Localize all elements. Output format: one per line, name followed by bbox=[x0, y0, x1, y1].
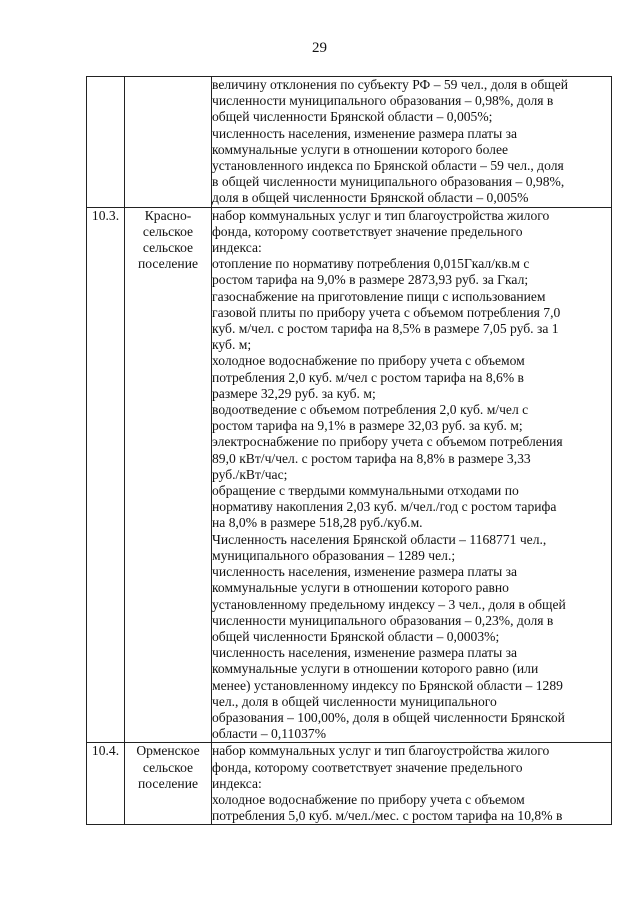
description-line: образования – 100,00%, доля в общей численности Брянской bbox=[212, 709, 565, 725]
settlement-name-line: поселение bbox=[137, 256, 199, 272]
description-line: на 8,0% в размере 518,28 руб./куб.м. bbox=[212, 515, 423, 531]
description-line: ростом тарифа на 9,1% в размере 32,03 руб. за куб. м; bbox=[212, 418, 523, 434]
description-line: в общей численности муниципального образования – 0,98%, bbox=[212, 174, 565, 190]
settlement-name-line: сельское bbox=[142, 759, 194, 775]
page-number: 29 bbox=[312, 40, 327, 56]
description-line: фонда, которому соответствует значение предельного bbox=[212, 223, 523, 239]
description-line: потребления 2,0 куб. м/чел с ростом тарифа на 8,6% в bbox=[212, 369, 524, 385]
table-row bbox=[87, 77, 612, 208]
description-line: руб./кВт/час; bbox=[212, 466, 288, 482]
description-line: 89,0 кВт/ч/чел. с ростом тарифа на 8,8% в размере 3,33 bbox=[212, 450, 531, 466]
row-number-cell bbox=[87, 77, 125, 208]
settlement-name-line: сельское bbox=[142, 240, 194, 256]
table-row bbox=[87, 207, 612, 743]
description-line: индекса: bbox=[212, 775, 262, 791]
description-line: муниципального образования – 1289 чел.; bbox=[212, 547, 456, 563]
description-line: установленного индекса по Брянской области – 59 чел., доля bbox=[212, 158, 564, 174]
description-line: общей численности Брянской области – 0,005%; bbox=[212, 109, 493, 125]
description-line: доля в общей численности Брянской области – 0,005% bbox=[212, 190, 529, 206]
description-line: численность населения, изменение размера платы за bbox=[212, 125, 518, 141]
description-line: ростом тарифа на 9,0% в размере 2873,93 руб. за Гкал; bbox=[212, 272, 529, 288]
settlement-name-cell bbox=[125, 743, 212, 825]
description-line: водоотведение с объемом потребления 2,0 куб. м/чел с bbox=[212, 402, 529, 418]
description-line: размере 32,29 руб. за куб. м; bbox=[212, 385, 376, 401]
description-line: численности муниципального образования – 0,98%, доля в bbox=[212, 93, 554, 109]
description-line: обращение с твердыми коммунальными отходами по bbox=[212, 483, 519, 499]
row-number-cell bbox=[87, 207, 125, 743]
settlement-name-cell bbox=[125, 207, 212, 743]
description-line: газовой плиты по прибору учета с объемом потребления 7,0 bbox=[212, 304, 561, 320]
description-line: газоснабжение на приготовление пищи с использованием bbox=[212, 288, 546, 304]
description-line: численности муниципального образования – 0,23%, доля в bbox=[212, 612, 554, 628]
settlement-name-line: Красно- bbox=[144, 207, 192, 223]
description-line: Численность населения Брянской области – 1168771 чел., bbox=[212, 531, 547, 547]
description-line: менее) установленному индексу по Брянской области – 1289 bbox=[212, 677, 563, 693]
description-line: набор коммунальных услуг и тип благоустройства жилого bbox=[212, 743, 550, 759]
description-line: области – 0,11037% bbox=[212, 726, 327, 742]
description-line: фонда, которому соответствует значение предельного bbox=[212, 759, 523, 775]
description-line: набор коммунальных услуг и тип благоустройства жилого bbox=[212, 207, 550, 223]
description-line: куб. м/чел. с ростом тарифа на 8,5% в размере 7,05 руб. за 1 bbox=[212, 321, 559, 337]
document-table bbox=[86, 76, 612, 825]
description-line: величину отклонения по субъекту РФ – 59 чел., доля в общей bbox=[212, 77, 569, 92]
description-line: холодное водоснабжение по прибору учета с объемом bbox=[212, 791, 525, 807]
settlement-name-line: поселение bbox=[137, 775, 199, 791]
description-line: чел., доля в общей численности муниципального bbox=[212, 693, 497, 709]
description-cell bbox=[212, 207, 612, 743]
description-line: коммунальные услуги в отношении которого равно (или bbox=[212, 661, 539, 677]
settlement-name-line: сельское bbox=[142, 223, 194, 239]
description-line: индекса: bbox=[212, 240, 262, 256]
description-line: нормативу накопления 2,03 куб. м/чел./год с ростом тарифа bbox=[212, 499, 557, 515]
settlement-name-cell bbox=[125, 77, 212, 208]
row-number: 10.3. bbox=[91, 207, 120, 223]
settlement-name-line: Орменское bbox=[136, 743, 200, 759]
row-number-cell bbox=[87, 743, 125, 825]
description-line: коммунальные услуги в отношении которого более bbox=[212, 141, 509, 157]
description-line: холодное водоснабжение по прибору учета с объемом bbox=[212, 353, 525, 369]
description-line: численность населения, изменение размера платы за bbox=[212, 645, 518, 661]
description-line: численность населения, изменение размера платы за bbox=[212, 564, 518, 580]
description-line: электроснабжение по прибору учета с объемом потребления bbox=[212, 434, 563, 450]
row-number: 10.4. bbox=[91, 743, 120, 759]
description-line: общей численности Брянской области – 0,0003%; bbox=[212, 628, 500, 644]
description-line: потребления 5,0 куб. м/чел./мес. с ростом тарифа на 10,8% в bbox=[212, 808, 563, 824]
table-row bbox=[87, 743, 612, 825]
description-line: отопление по нормативу потребления 0,015Гкал/кв.м с bbox=[212, 256, 530, 272]
description-line: установленному предельному индексу – 3 чел., доля в общей bbox=[212, 596, 566, 612]
description-line: куб. м; bbox=[212, 337, 252, 353]
description-line: коммунальные услуги в отношении которого равно bbox=[212, 580, 509, 596]
description-cell bbox=[212, 77, 612, 208]
description-cell bbox=[212, 743, 612, 825]
